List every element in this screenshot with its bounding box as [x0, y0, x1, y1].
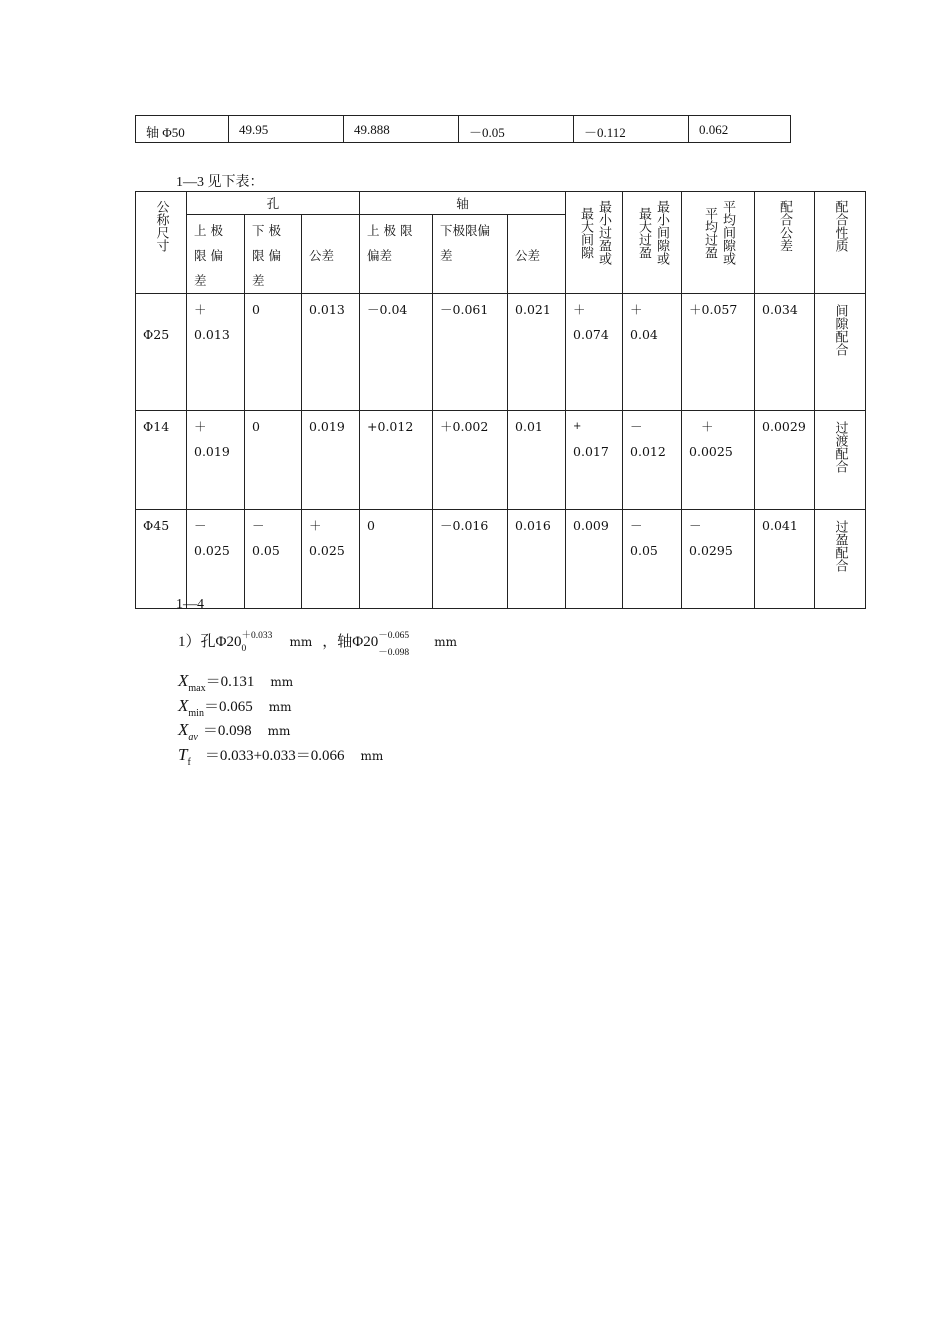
- cell-shaft-tol: 0.016: [508, 510, 566, 609]
- cell-shaft-tol: 0.01: [508, 411, 566, 510]
- cell-c2: － 0.05: [623, 510, 682, 609]
- result-line-xav: $X_{av} =0.098$ mm: [178, 720, 291, 743]
- cell-shaft-upper: －0.04: [360, 294, 433, 411]
- cell-fit-tol: 0.034: [755, 294, 815, 411]
- cell-c2: ＋ 0.04: [623, 294, 682, 411]
- header-shaft-upper: 上 极 限 偏差: [360, 215, 433, 294]
- cell-shaft-lower: －0.016: [433, 510, 508, 609]
- header-hole-upper: 上 极 限 偏 差: [187, 215, 245, 294]
- cell-size: Φ14: [136, 411, 187, 510]
- cell-c2: － 0.012: [623, 411, 682, 510]
- cell-shaft-tol: 0.021: [508, 294, 566, 411]
- section-caption-1-3: 1—3 见下表：: [176, 175, 264, 190]
- cell-shaft-lower: ＋0.002: [433, 411, 508, 510]
- cell-c1: ＋ 0.074: [566, 294, 623, 411]
- cell-fit-nature: 过盈配合: [815, 510, 866, 609]
- cell-avg: － 0.0295: [682, 510, 755, 609]
- table-row: [136, 116, 791, 143]
- cell-shaft-lower: －0.061: [433, 294, 508, 411]
- result-line-xmax: $X_{max}=0.131$ mm: [178, 671, 294, 694]
- cell-shaft-upper: +0.012: [360, 411, 433, 510]
- table-row: [136, 510, 866, 609]
- table-cell: 轴 Φ50: [136, 116, 229, 143]
- header-shaft-tolerance: 公差: [508, 215, 566, 294]
- header-shaft: 轴: [360, 192, 566, 215]
- cell-hole-upper: ＋ 0.013: [187, 294, 245, 411]
- cell-hole-upper: ＋ 0.019: [187, 411, 245, 510]
- table-cell: 0.062: [689, 116, 791, 143]
- header-min-max-1: 最小过盈或 最大间隙: [566, 192, 623, 294]
- result-line-xmin: $X_{min}=0.065$ mm: [178, 696, 292, 719]
- cell-c1: 0.009: [566, 510, 623, 609]
- cell-hole-lower: 0: [245, 294, 302, 411]
- header-fit-tolerance: 配合公差: [755, 192, 815, 294]
- table-cell: 49.888: [344, 116, 459, 143]
- table-row: [136, 411, 866, 510]
- header-hole: 孔: [187, 192, 360, 215]
- header-fit-nature: 配合性质: [815, 192, 866, 294]
- cell-shaft-upper: 0: [360, 510, 433, 609]
- cell-fit-nature: 间隙配合: [815, 294, 866, 411]
- header-shaft-lower: 下极限偏 差: [433, 215, 508, 294]
- shaft-deviation-limits: －0.065 －0.098: [378, 630, 410, 658]
- header-hole-tolerance: 公差: [302, 215, 360, 294]
- shaft-limits-table: [135, 115, 791, 143]
- cell-fit-nature: 过渡配合: [815, 411, 866, 510]
- cell-fit-tol: 0.0029: [755, 411, 815, 510]
- cell-hole-tol: 0.019: [302, 411, 360, 510]
- table-cell: －0.112: [574, 116, 689, 143]
- unit-label: mm: [289, 635, 313, 649]
- fit-calculation-table: [135, 191, 866, 609]
- unit-label: mm: [434, 635, 457, 649]
- cell-avg: ＋ 0.0025: [682, 411, 755, 510]
- cell-c1: + 0.017: [566, 411, 623, 510]
- section-caption-1-4: 1—4: [176, 597, 204, 612]
- header-average: 平均间隙或 平均过盈: [682, 192, 755, 294]
- hole-deviation-limits: ＋0.033 0: [241, 630, 273, 654]
- cell-hole-lower: 0: [245, 411, 302, 510]
- header-nominal-size: 公称尺寸: [136, 192, 187, 294]
- header-row: [136, 192, 866, 215]
- tolerance-formula: [178, 630, 457, 658]
- formula-hole-prefix: 1）孔Φ20: [178, 634, 242, 650]
- cell-hole-upper: － 0.025: [187, 510, 245, 609]
- cell-size: Φ45: [136, 510, 187, 609]
- result-line-tf: $T_f =0.033+0.033=0.066$ mm: [178, 745, 384, 768]
- cell-hole-tol: 0.013: [302, 294, 360, 411]
- cell-fit-tol: 0.041: [755, 510, 815, 609]
- cell-avg: ＋0.057: [682, 294, 755, 411]
- cell-hole-tol: ＋ 0.025: [302, 510, 360, 609]
- header-hole-lower: 下 极 限 偏 差: [245, 215, 302, 294]
- formula-shaft-prefix: ，轴Φ20: [322, 634, 379, 650]
- header-min-max-2: 最小间隙或 最大过盈: [623, 192, 682, 294]
- table-cell: －0.05: [459, 116, 574, 143]
- cell-size: Φ25: [136, 294, 187, 411]
- cell-hole-lower: － 0.05: [245, 510, 302, 609]
- table-row: [136, 294, 866, 411]
- table-cell: 49.95: [229, 116, 344, 143]
